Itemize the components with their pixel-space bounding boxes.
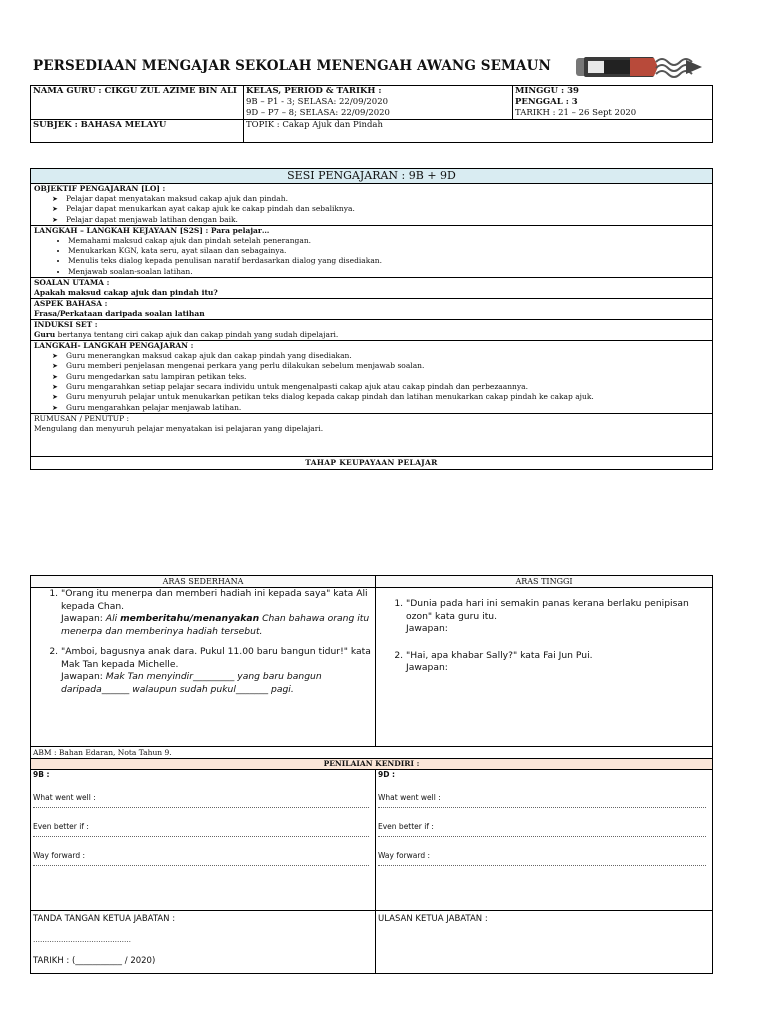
answer-line[interactable] — [378, 807, 706, 808]
pengajaran-list — [34, 351, 709, 413]
answer-line[interactable] — [378, 865, 706, 866]
induksi-section — [31, 320, 713, 341]
aspek-bahasa: Frasa/Perkataan daripada soalan latihan — [34, 309, 205, 319]
aras-table — [30, 575, 713, 974]
minggu: MINGGU : 39 — [515, 86, 579, 96]
answer-line[interactable] — [33, 865, 369, 866]
answer-part: Ali — [105, 613, 118, 624]
kelas-line-2: 9D – P7 – 8; SELASA: 22/09/2020 — [246, 108, 390, 118]
answer-line[interactable] — [33, 807, 369, 808]
footer-tarikh: TARIKH : (___________ / 2020) — [33, 956, 156, 966]
objektif-section — [31, 184, 713, 226]
way-forward-label: Way forward : — [33, 851, 86, 860]
tinggi-questions — [378, 588, 710, 675]
question-item — [406, 598, 710, 636]
question-text: "Amboi, bagusnya anak dara. Pukul 11.00 baru bangun tidur!" kata Mak Tan kepada Michelle. — [61, 646, 371, 670]
class-label: 9B : — [33, 770, 50, 779]
tarikh: TARIKH : 21 – 26 Sept 2020 — [515, 108, 637, 118]
question-item — [406, 650, 710, 675]
jawapan-label: Jawapan: — [406, 662, 448, 673]
penilaian-heading: PENILAIAN KENDIRI : — [31, 759, 713, 770]
jawapan-label: Jawapan: — [406, 623, 448, 634]
penilaian-9d — [376, 770, 713, 911]
rumusan-text: Mengulang dan menyuruh pelajar menyatakan isi pelajaran yang dipelajari. — [34, 423, 324, 433]
list-item: ➤ Guru menyuruh pelajar untuk menukarkan petikan teks dialog kepada cakap pindah dan latihan menukarkan cakap pindah ke cakap ajuk. — [68, 392, 709, 402]
even-better-label: Even better if : — [33, 822, 89, 831]
induksi-body: bertanya tentang ciri cakap ajuk dan cakap pindah yang sudah dipelajari. — [57, 330, 339, 340]
jawapan-label: Jawapan: — [61, 613, 103, 624]
ulasan-cell — [376, 911, 713, 974]
rumusan-section — [31, 413, 713, 456]
list-item: ➤ Pelajar dapat menjawab latihan dengan baik. — [68, 215, 709, 225]
rumusan-label: RUMUSAN / PENUTUP : — [34, 413, 130, 423]
sesi-heading: SESI PENGAJARAN : 9B + 9D — [31, 169, 713, 184]
tanda-tangan-label: TANDA TANGAN KETUA JABATAN : — [33, 914, 176, 924]
soalan-section — [31, 278, 713, 299]
list-item: • Menukarkan KGN, kata seru, ayat silaan dan sebagainya. — [68, 246, 709, 256]
header-table — [30, 85, 713, 143]
went-well-label: What went well : — [33, 793, 96, 802]
signature-dots: …………………………………… — [33, 936, 131, 944]
list-item: ➤ Guru memberi penjelasan mengenai perkara yang perlu dilakukan sebelum menjawab soalan. — [68, 361, 709, 371]
soalan-label: SOALAN UTAMA : — [34, 278, 110, 288]
aras-sederhana-cell — [31, 588, 376, 747]
tanda-tangan-cell — [31, 911, 376, 974]
aras-sederhana-heading: ARAS SEDERHANA — [31, 576, 376, 588]
question-text: "Dunia pada hari ini semakin panas kerana berlaku penipisan ozon" kata guru itu. — [406, 598, 689, 622]
induksi-text — [34, 330, 709, 340]
question-text: "Orang itu menerpa dan memberi hadiah ini kepada saya" kata Ali kepada Chan. — [61, 588, 368, 612]
aspek-section — [31, 299, 713, 320]
objektif-label: OBJEKTIF PENGAJARAN [LO] : — [34, 184, 166, 193]
list-item: • Memahami maksud cakap ajuk dan pindah setelah penerangan. — [68, 236, 709, 246]
answer-part: Mak Tan menyindir_________ yang baru bangun daripada______ walaupun sudah pukul_______ pagi. — [61, 671, 322, 695]
went-well-label: What went well : — [378, 793, 441, 802]
aras-tinggi-heading: ARAS TINGGI — [376, 576, 713, 588]
langkah-section — [31, 225, 713, 277]
nama-guru: NAMA GURU : CIKGU ZUL AZIME BIN ALI — [31, 86, 244, 120]
jawapan-label: Jawapan: — [61, 671, 103, 682]
pengajaran-label: LANGKAH- LANGKAH PENGAJARAN : — [34, 341, 194, 351]
question-item — [61, 646, 373, 696]
answer-part: memberitahu/menanyakan — [120, 613, 260, 624]
abm-text: ABM : Bahan Edaran, Nota Tahun 9. — [31, 747, 713, 759]
pengajaran-section — [31, 341, 713, 414]
list-item: • Menjawab soalan-soalan latihan. — [68, 267, 709, 277]
list-item: ➤ Pelajar dapat menukarkan ayat cakap ajuk ke cakap pindah dan sebaliknya. — [68, 204, 709, 214]
aras-tinggi-cell — [376, 588, 713, 747]
topik: TOPIK : Cakap Ajuk dan Pindah — [244, 120, 713, 143]
langkah-label: LANGKAH – LANGKAH KEJAYAAN [S2S] : Para pelajar… — [34, 225, 270, 235]
penggal: PENGGAL : 3 — [515, 97, 578, 107]
page-title: PERSEDIAAN MENGAJAR SEKOLAH MENENGAH AWANG SEMAUN — [33, 58, 551, 74]
penilaian-9b — [31, 770, 376, 911]
ulasan-label: ULASAN KETUA JABATAN : — [378, 914, 488, 924]
list-item: ➤ Guru menerangkan maksud cakap ajuk dan cakap pindah yang disediakan. — [68, 351, 709, 361]
induksi-guru: Guru — [34, 330, 56, 340]
aspek-label: ASPEK BAHASA : — [34, 299, 108, 309]
list-item: • Menulis teks dialog kepada penulisan naratif berdasarkan dialog yang disediakan. — [68, 256, 709, 266]
sederhana-questions — [33, 588, 373, 696]
answer-line[interactable] — [378, 836, 706, 837]
objektif-list — [34, 194, 709, 225]
list-item: ➤ Guru mengedarkan satu lampiran petikan teks. — [68, 372, 709, 382]
sesi-table — [30, 168, 713, 470]
kelas-cell — [244, 86, 513, 120]
subjek: SUBJEK : BAHASA MELAYU — [31, 120, 244, 143]
list-item: ➤ Guru mengarahkan pelajar menjawab latihan. — [68, 403, 709, 413]
kelas-label: KELAS, PERIOD & TARIKH : — [246, 86, 382, 96]
induksi-label: INDUKSI SET : — [34, 320, 98, 330]
list-item: ➤ Pelajar dapat menyatakan maksud cakap ajuk dan pindah. — [68, 194, 709, 204]
answer-line[interactable] — [33, 836, 369, 837]
question-text: "Hai, apa khabar Sally?" kata Fai Jun Pui. — [406, 649, 593, 661]
list-item: ➤ Guru mengarahkan setiap pelajar secara individu untuk mengenalpasti cakap ajuk atau cakap pindah dan perbezaannya. — [68, 382, 709, 392]
soalan-utama: Apakah maksud cakap ajuk dan pindah itu? — [34, 288, 218, 298]
langkah-list — [34, 236, 709, 277]
tahap-heading: TAHAP KEUPAYAAN PELAJAR — [31, 456, 713, 469]
even-better-label: Even better if : — [378, 822, 434, 831]
minggu-cell — [513, 86, 713, 120]
way-forward-label: Way forward : — [378, 851, 431, 860]
kelas-line-1: 9B – P1 - 3; SELASA: 22/09/2020 — [246, 97, 389, 107]
class-label: 9D : — [378, 770, 396, 779]
question-item — [61, 588, 373, 638]
school-logo-icon — [574, 52, 704, 82]
answer-part: Chan bahawa orang itu menerpa dan memberinya hadiah tersebut. — [61, 613, 370, 637]
